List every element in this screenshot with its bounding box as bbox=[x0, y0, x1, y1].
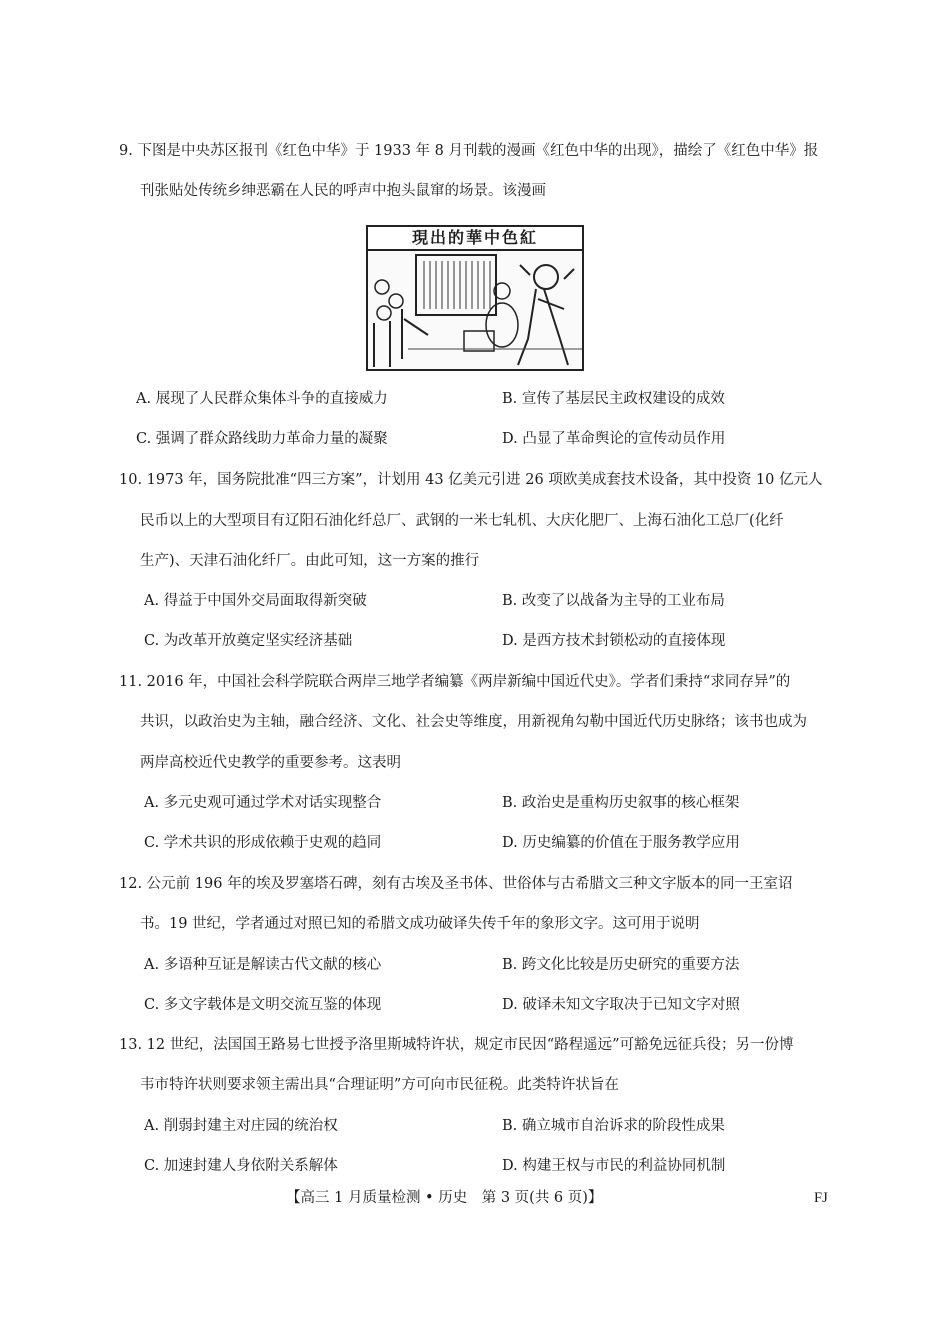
q11-stem-line2: 共识，以政治史为主轴，融合经济、文化、社会史等维度，用新视角勾勒中国近代历史脉络；该书也成为 bbox=[140, 714, 807, 730]
cartoon-illustration bbox=[368, 249, 582, 369]
q10-option-b: B. 改变了以战备为主导的工业布局 bbox=[502, 593, 725, 609]
q11-option-d: D. 历史编纂的价值在于服务教学应用 bbox=[502, 835, 740, 851]
q9-option-a: A. 展现了人民群众集体斗争的直接威力 bbox=[136, 391, 388, 407]
q9-stem-line1: 9. 下图是中央苏区报刊《红色中华》于 1933 年 8 月刊载的漫画《红色中华的出现》，描绘了《红色中华》报 bbox=[119, 143, 819, 159]
page-footer: 【高三 1 月质量检测 • 历史 第 3 页(共 6 页)】 bbox=[286, 1190, 603, 1206]
q10-option-d: D. 是西方技术封锁松动的直接体现 bbox=[502, 633, 726, 649]
q10-option-c: C. 为改革开放奠定坚实经济基础 bbox=[144, 633, 353, 649]
q9-cartoon bbox=[366, 225, 584, 371]
q13-option-b: B. 确立城市自治诉求的阶段性成果 bbox=[502, 1118, 725, 1134]
q10-option-a: A. 得益于中国外交局面取得新突破 bbox=[144, 593, 367, 609]
q11-stem-line3: 两岸高校近代史教学的重要参考。这表明 bbox=[140, 755, 401, 771]
q9-option-d: D. 凸显了革命舆论的宣传动员作用 bbox=[502, 431, 726, 447]
q13-stem-line2: 韦市特许状则要求领主需出具“合理证明”方可向市民征税。此类特许状旨在 bbox=[140, 1077, 619, 1093]
q12-option-d: D. 破译未知文字取决于已知文字对照 bbox=[502, 997, 740, 1013]
q10-stem-line1: 10. 1973 年，国务院批准“四三方案”，计划用 43 亿美元引进 26 项欧美成套技术设备，其中投资 10 亿元人 bbox=[119, 472, 823, 488]
q11-option-c: C. 学术共识的形成依赖于史观的趋同 bbox=[144, 835, 382, 851]
footer-code: FJ bbox=[814, 1190, 828, 1206]
q9-stem-line2: 刊张贴处传统乡绅恶霸在人民的呼声中抱头鼠窜的场景。该漫画 bbox=[140, 183, 546, 199]
q10-stem-line2: 民币以上的大型项目有辽阳石油化纤总厂、武钢的一米七轧机、大庆化肥厂、上海石油化工总厂(化纤 bbox=[140, 513, 784, 529]
q12-option-c: C. 多文字载体是文明交流互鉴的体现 bbox=[144, 997, 382, 1013]
q10-stem-line3: 生产)、天津石油化纤厂。由此可知，这一方案的推行 bbox=[140, 553, 480, 569]
q13-option-d: D. 构建王权与市民的利益协同机制 bbox=[502, 1158, 726, 1174]
q13-option-c: C. 加速封建人身依附关系解体 bbox=[144, 1158, 338, 1174]
q13-option-a: A. 削弱封建主对庄园的统治权 bbox=[144, 1118, 338, 1134]
q9-option-c: C. 强调了群众路线助力革命力量的凝聚 bbox=[136, 431, 388, 447]
q12-stem-line2: 书。19 世纪，学者通过对照已知的希腊文成功破译失传千年的象形文字。这可用于说明 bbox=[140, 916, 700, 932]
q12-stem-line1: 12. 公元前 196 年的埃及罗塞塔石碑，刻有古埃及圣书体、世俗体与古希腊文三种文字版本的同一王室诏 bbox=[119, 876, 793, 892]
q11-option-a: A. 多元史观可通过学术对话实现整合 bbox=[144, 795, 382, 811]
q12-option-b: B. 跨文化比较是历史研究的重要方法 bbox=[502, 957, 740, 973]
q13-stem-line1: 13. 12 世纪，法国国王路易七世授予洛里斯城特许状，规定市民因“路程遥远”可豁免远征兵役；另一份博 bbox=[119, 1037, 794, 1053]
q9-option-b: B. 宣传了基层民主政权建设的成效 bbox=[502, 391, 725, 407]
cartoon-title: 現出的華中色紅 bbox=[368, 227, 582, 251]
q11-option-b: B. 政治史是重构历史叙事的核心框架 bbox=[502, 795, 740, 811]
q11-stem-line1: 11. 2016 年，中国社会科学院联合两岸三地学者编纂《两岸新编中国近代史》。学者们秉持“求同存异”的 bbox=[119, 674, 791, 690]
q12-option-a: A. 多语种互证是解读古代文献的核心 bbox=[144, 957, 382, 973]
